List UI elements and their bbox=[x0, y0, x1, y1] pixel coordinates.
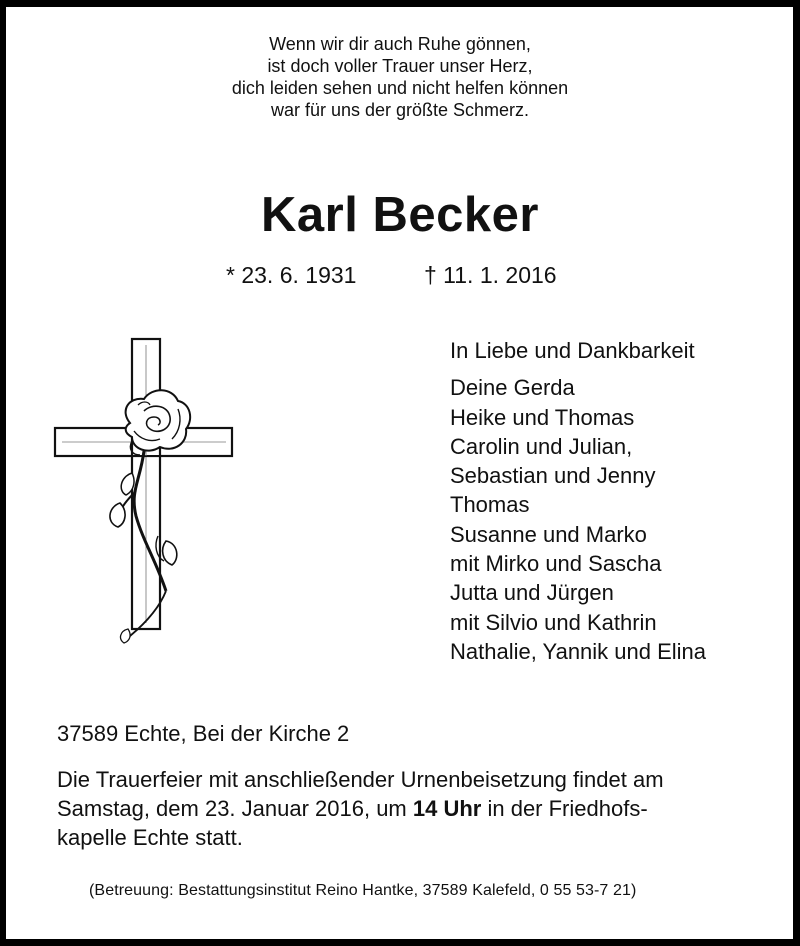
mourner-name: Sebastian und Jenny bbox=[450, 463, 656, 489]
poem-line: Wenn wir dir auch Ruhe gönnen, bbox=[269, 34, 531, 54]
service-line bbox=[57, 794, 757, 823]
mourner-name: Deine Gerda bbox=[450, 375, 575, 401]
mourner-name: Nathalie, Yannik und Elina bbox=[450, 638, 707, 664]
mourner-name: mit Mirko und Sascha bbox=[450, 551, 662, 577]
mourner-name: Thomas bbox=[450, 492, 530, 518]
deceased-name: Karl Becker bbox=[261, 188, 539, 242]
death-date: † 11. 1. 2016 bbox=[424, 262, 557, 288]
mourner-name: Susanne und Marko bbox=[450, 521, 647, 547]
poem-line: war für uns der größte Schmerz. bbox=[270, 100, 530, 120]
mourner-name: Jutta und Jürgen bbox=[450, 580, 614, 606]
funeral-home-credit: (Betreuung: Bestattungsinstitut Reino Hantke, 37589 Kalefeld, 0 55 53-7 21) bbox=[89, 882, 637, 899]
service-location-text: in der Friedhofs- bbox=[481, 796, 648, 821]
mourners-intro: In Liebe und Dankbarkeit bbox=[450, 338, 695, 363]
service-time: 14 Uhr bbox=[412, 796, 482, 821]
service-line: Die Trauerfeier mit anschließender Urnenbeisetzung findet am bbox=[57, 767, 664, 792]
poem bbox=[0, 33, 800, 121]
birth-date: * 23. 6. 1931 bbox=[226, 262, 357, 288]
service-date-text: Samstag, dem 23. Januar 2016, um bbox=[57, 796, 413, 821]
poem-line: dich leiden sehen und nicht helfen können bbox=[231, 78, 569, 98]
mourner-name: mit Silvio und Kathrin bbox=[450, 609, 657, 635]
family-address: 37589 Echte, Bei der Kirche 2 bbox=[57, 721, 350, 746]
mourner-name: Heike und Thomas bbox=[450, 404, 635, 430]
funeral-service-info bbox=[57, 765, 757, 852]
mourners-list bbox=[450, 336, 706, 666]
poem-line: ist doch voller Trauer unser Herz, bbox=[267, 56, 533, 76]
mourner-name: Carolin und Julian, bbox=[450, 433, 633, 459]
service-line: kapelle Echte statt. bbox=[57, 825, 243, 850]
cross-with-rose-icon bbox=[48, 331, 244, 661]
